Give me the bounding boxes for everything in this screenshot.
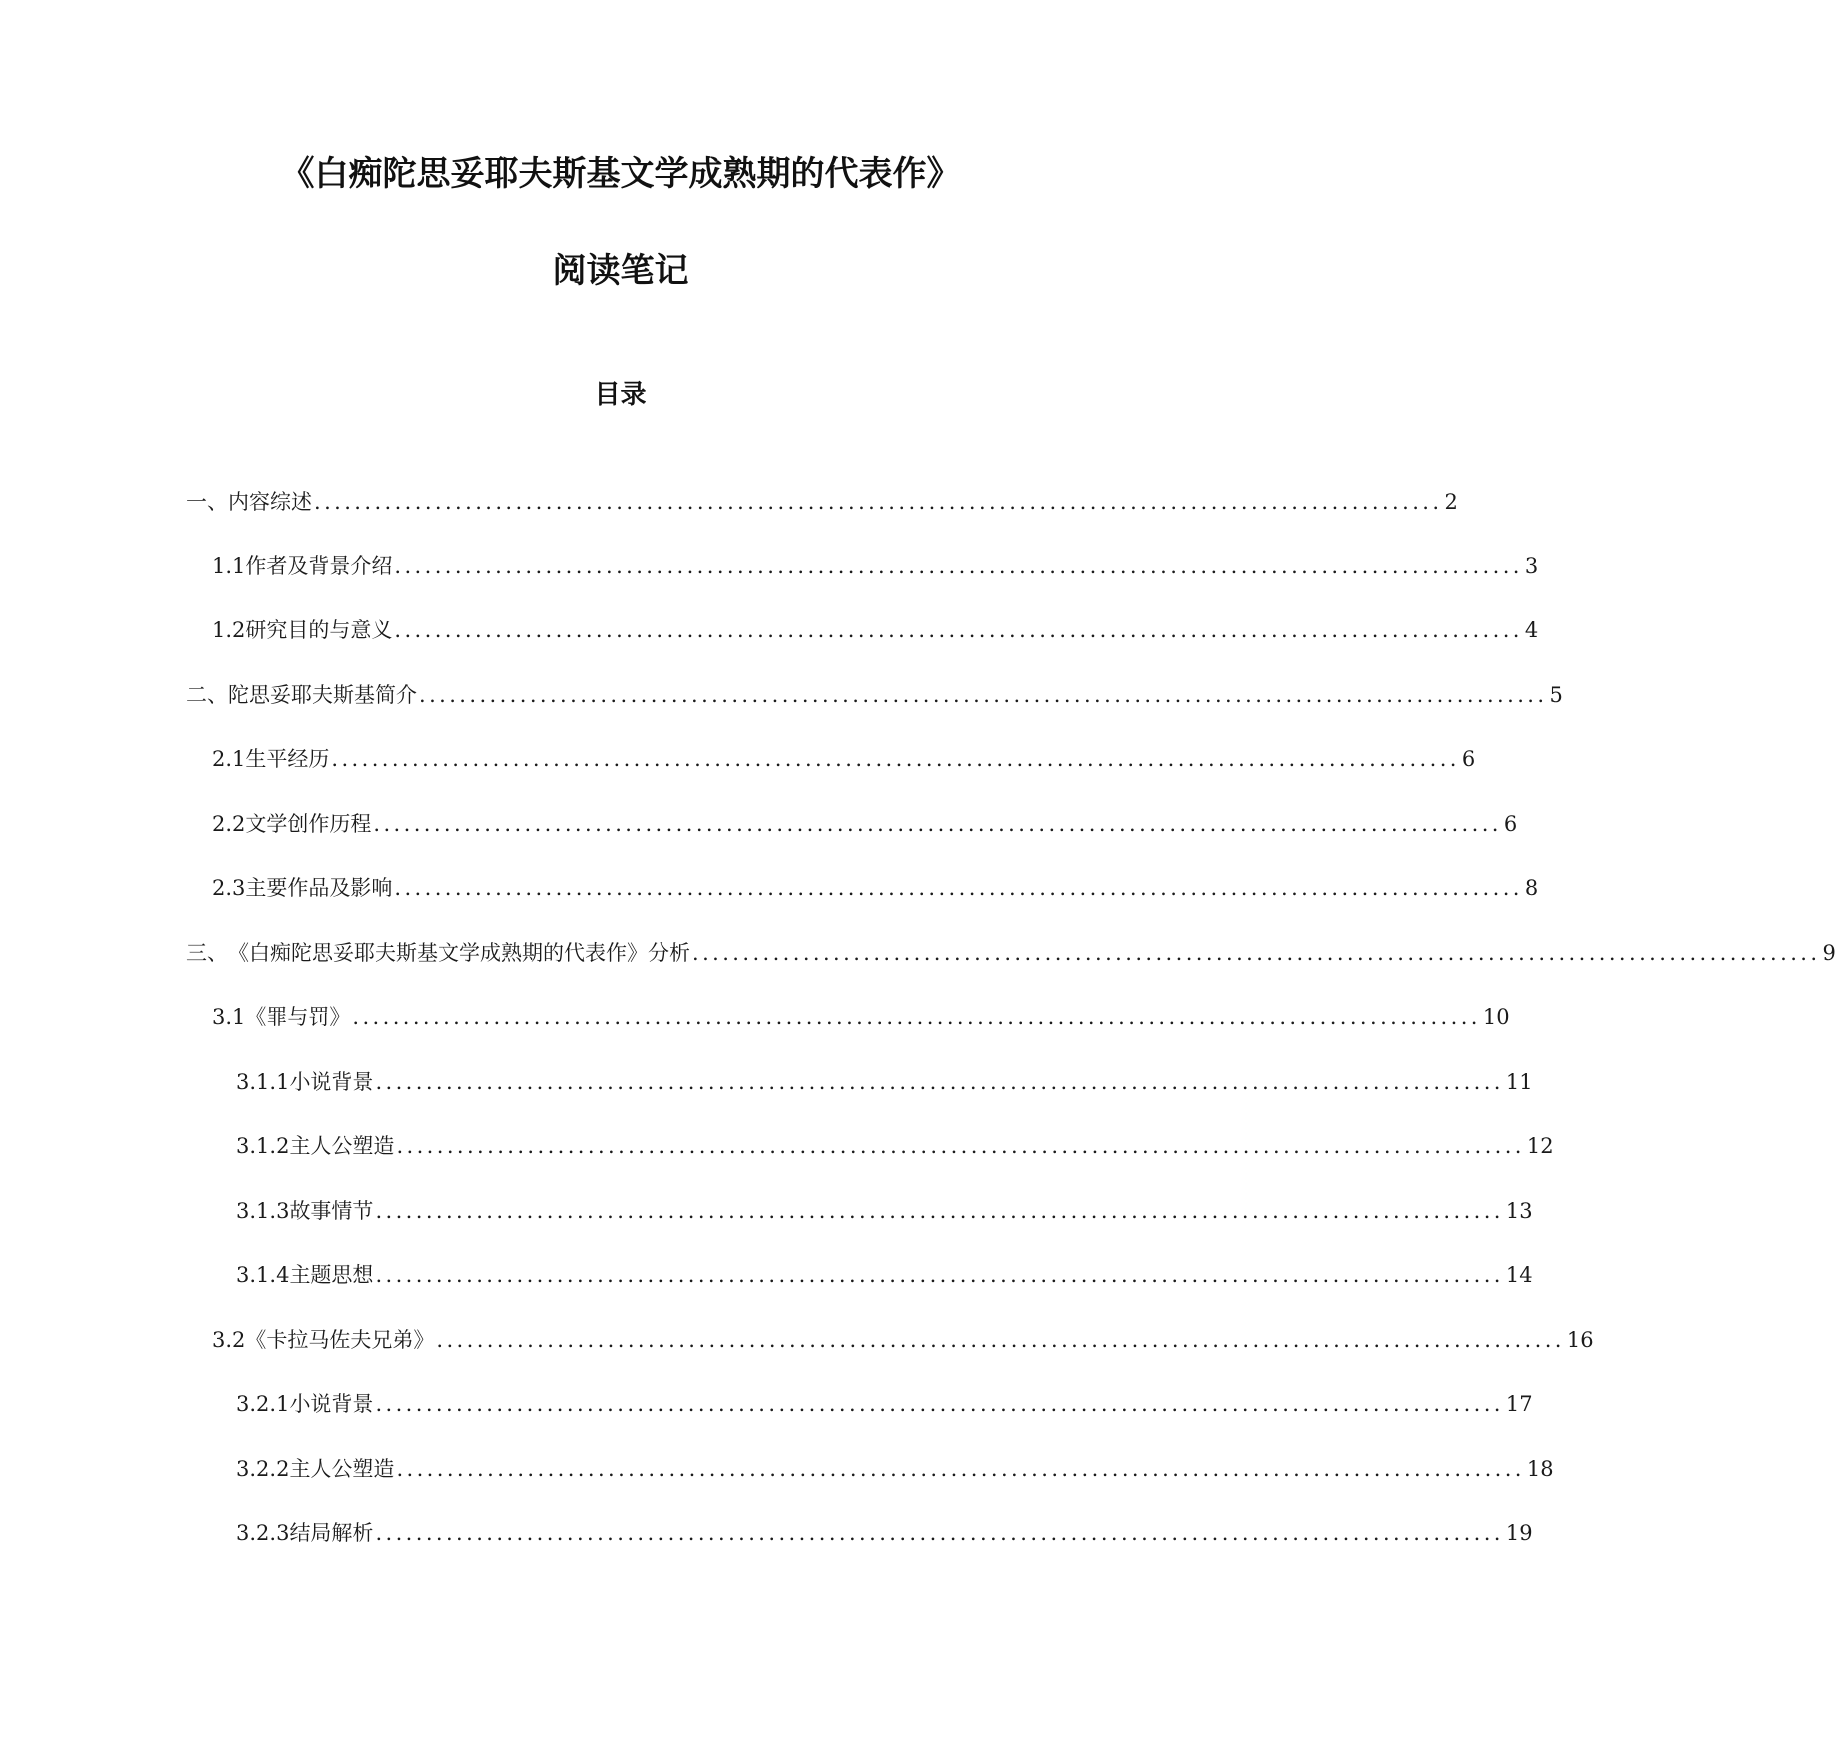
toc-entry-number: 3.1 — [212, 1005, 246, 1029]
toc-entry-number: 1.1 — [212, 554, 246, 578]
toc-leader-dots: ................................................................................................................ — [692, 941, 1821, 965]
toc-entry-page: 13 — [1505, 1199, 1533, 1223]
toc-leader-dots: ................................................................................................................ — [394, 618, 1523, 642]
toc-entry[interactable] — [212, 810, 1518, 838]
toc-entry-page: 18 — [1526, 1457, 1554, 1481]
toc-entry-page: 19 — [1505, 1521, 1533, 1545]
toc-entry-page: 6 — [1461, 747, 1476, 771]
toc-leader-dots: ................................................................................................................ — [375, 1199, 1504, 1223]
toc-entry-page: 5 — [1549, 683, 1563, 707]
toc-entry-number: 二、 — [186, 683, 228, 707]
toc-entry-number: 3.2.1 — [236, 1392, 290, 1416]
toc-entry-title: 结局解析 — [289, 1521, 374, 1545]
toc-leader-dots: ................................................................................................................ — [373, 812, 1502, 836]
toc-entry[interactable] — [212, 616, 1539, 644]
toc-entry-number: 3.2.3 — [236, 1521, 290, 1545]
toc-entry-title: 《白痴陀思妥耶夫斯基文学成熟期的代表作》分析 — [228, 941, 690, 965]
toc-leader-dots: ................................................................................................................ — [396, 1134, 1525, 1158]
toc-leader-dots: ................................................................................................................ — [375, 1263, 1504, 1287]
toc-entry-page: 10 — [1482, 1005, 1510, 1029]
toc-leader-dots: ................................................................................................................ — [394, 554, 1523, 578]
toc-entry[interactable] — [236, 1519, 1533, 1547]
toc-entry-number: 3.2 — [212, 1328, 246, 1352]
toc-entry[interactable] — [212, 552, 1539, 580]
toc-entry-title: 研究目的与意义 — [245, 618, 393, 642]
toc-entry-title: 文学创作历程 — [245, 812, 372, 836]
toc-entry[interactable] — [212, 745, 1476, 773]
toc-leader-dots: ................................................................................................................ — [436, 1328, 1565, 1352]
toc-entry-number: 3.2.2 — [236, 1457, 290, 1481]
toc-leader-dots: ................................................................................................................ — [375, 1392, 1504, 1416]
toc-leader-dots: ................................................................................................................ — [375, 1521, 1504, 1545]
toc-leader-dots: ................................................................................................................ — [352, 1005, 1481, 1029]
toc-entry-number: 2.3 — [212, 876, 246, 900]
toc-entry[interactable] — [236, 1132, 1554, 1160]
toc-entry[interactable] — [186, 488, 1458, 516]
toc-entry[interactable] — [212, 874, 1539, 902]
toc-entry[interactable] — [212, 1326, 1594, 1354]
document-title: 《白痴陀思妥耶夫斯基文学成熟期的代表作》 — [280, 154, 961, 194]
toc-entry-number: 三、 — [186, 941, 228, 965]
toc-entry[interactable] — [186, 939, 1836, 967]
toc-entry[interactable] — [236, 1068, 1533, 1096]
toc-entry-page: 4 — [1524, 618, 1539, 642]
toc-entry[interactable] — [236, 1455, 1554, 1483]
toc-leader-dots: ................................................................................................................ — [394, 876, 1523, 900]
toc-entry-page: 2 — [1444, 490, 1458, 514]
toc-entry-page: 11 — [1505, 1070, 1533, 1094]
toc-entry[interactable] — [236, 1197, 1533, 1225]
toc-entry-number: 2.1 — [212, 747, 246, 771]
toc-entry-page: 12 — [1526, 1134, 1554, 1158]
toc-entry-number: 2.2 — [212, 812, 246, 836]
toc-entry-page: 6 — [1503, 812, 1518, 836]
toc-heading: 目录 — [594, 380, 647, 410]
toc-entry-title: 《卡拉马佐夫兄弟》 — [245, 1328, 435, 1352]
toc-entry-number: 3.1.3 — [236, 1199, 290, 1223]
toc-entry-number: 1.2 — [212, 618, 246, 642]
toc-entry-page: 16 — [1566, 1328, 1594, 1352]
toc-entry-title: 《罪与罚》 — [245, 1005, 351, 1029]
document-subtitle: 阅读笔记 — [552, 251, 689, 291]
toc-entry-title: 小说背景 — [289, 1392, 374, 1416]
toc-entry-title: 作者及背景介绍 — [245, 554, 393, 578]
toc-entry-title: 生平经历 — [245, 747, 330, 771]
toc-entry-page: 14 — [1505, 1263, 1533, 1287]
toc-entry[interactable] — [186, 681, 1563, 709]
toc-entry-number: 一、 — [186, 490, 228, 514]
toc-entry-title: 主题思想 — [289, 1263, 374, 1287]
toc-leader-dots: ................................................................................................................ — [419, 683, 1548, 707]
toc-entry-title: 主人公塑造 — [289, 1134, 395, 1158]
toc-entry[interactable] — [212, 1003, 1510, 1031]
toc-entry-page: 17 — [1505, 1392, 1533, 1416]
toc-entry[interactable] — [236, 1390, 1533, 1418]
toc-entry-number: 3.1.1 — [236, 1070, 290, 1094]
toc-entry-number: 3.1.4 — [236, 1263, 290, 1287]
toc-entry-title: 主要作品及影响 — [245, 876, 393, 900]
toc-leader-dots: ................................................................................................................ — [396, 1457, 1525, 1481]
toc-entry-page: 3 — [1524, 554, 1539, 578]
toc-leader-dots: ................................................................................................................ — [314, 490, 1443, 514]
toc-entry-title: 主人公塑造 — [289, 1457, 395, 1481]
toc-entry-number: 3.1.2 — [236, 1134, 290, 1158]
toc-leader-dots: ................................................................................................................ — [331, 747, 1460, 771]
toc-entry-page: 8 — [1524, 876, 1539, 900]
toc-entry[interactable] — [236, 1261, 1533, 1289]
toc-entry-title: 小说背景 — [289, 1070, 374, 1094]
toc-entry-page: 9 — [1822, 941, 1836, 965]
toc-entry-title: 故事情节 — [289, 1199, 374, 1223]
toc-entry-title: 陀思妥耶夫斯基简介 — [228, 683, 417, 707]
toc-leader-dots: ................................................................................................................ — [375, 1070, 1504, 1094]
toc-entry-title: 内容综述 — [228, 490, 312, 514]
